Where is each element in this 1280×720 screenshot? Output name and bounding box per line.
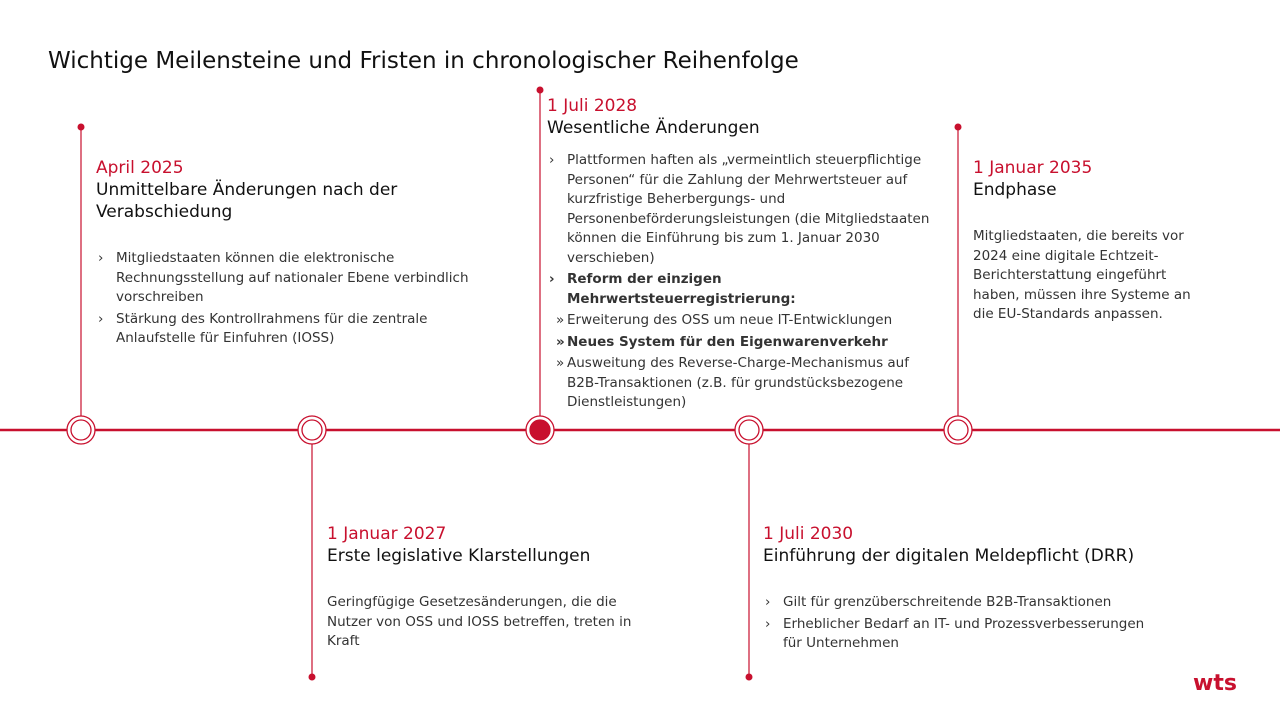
milestone-juli-2028: [547, 95, 957, 415]
milestone-heading: Wesentliche Änderungen: [547, 118, 760, 138]
timeline-node-5: [944, 416, 972, 444]
milestone-date: 1 Januar 2027: [327, 524, 447, 544]
milestone-description: Geringfügige Gesetzesänderungen, die die Nutzer von OSS und IOSS betreffen, treten in Kraft: [327, 594, 632, 649]
connector-dot-4: [746, 674, 753, 681]
milestone-heading: Unmittelbare Änderungen nach der Verabschiedung: [96, 180, 398, 222]
timeline-node-1: [67, 416, 95, 444]
page-title: Wichtige Meilensteine und Fristen in chronologischer Reihenfolge: [48, 48, 799, 74]
list-item: › Erheblicher Bedarf an IT- und Prozessverbesserungen für Unternehmen: [763, 615, 1158, 654]
timeline-node-4: [735, 416, 763, 444]
milestone-date: April 2025: [96, 158, 184, 178]
milestone-heading: Erste legislative Klarstellungen: [327, 546, 591, 566]
milestone-date: 1 Juli 2030: [763, 524, 854, 544]
milestone-heading: Einführung der digitalen Meldepflicht (DRR): [763, 546, 1135, 566]
list-item: › Gilt für grenzüberschreitende B2B-Transaktionen: [763, 593, 1158, 613]
list-item: › Plattformen haften als „vermeintlich steuerpflichtige Personen“ für die Zahlung der Mehrwertsteuer auf kurzfristige Beherbergungs- und Personenbeförderungsleistungen (die Mitgliedstaaten können die Einführung bis zum 1. Januar 2030 verschieben): [547, 151, 952, 268]
milestone-april-2025: [96, 157, 516, 351]
connector-dot-1: [78, 124, 85, 131]
list-item: › Mitgliedstaaten können die elektronische Rechnungsstellung auf nationaler Ebene verbindlich vorschreiben: [96, 249, 501, 308]
milestone-juli-2030: [763, 523, 1183, 656]
connector-dot-2: [309, 674, 316, 681]
sub-list-item: » Neues System für den Eigenwarenverkehr: [537, 333, 937, 353]
timeline-node-2: [298, 416, 326, 444]
connector-dot-3: [537, 87, 544, 94]
milestone-description: Mitgliedstaaten, die bereits vor 2024 eine digitale Echtzeit-Berichterstattung eingeführt haben, müssen ihre Systeme an die EU-Standards anpassen.: [973, 228, 1191, 322]
sub-list-item: » Erweiterung des OSS um neue IT-Entwicklungen: [537, 311, 937, 331]
milestone-date: 1 Januar 2035: [973, 158, 1093, 178]
milestone-heading: Endphase: [973, 180, 1057, 200]
milestone-januar-2027: [327, 523, 667, 652]
list-item: › Stärkung des Kontrollrahmens für die zentrale Anlaufstelle für Einfuhren (IOSS): [96, 310, 501, 349]
wts-logo: wts: [1193, 671, 1237, 696]
timeline-node-3-active: [526, 416, 554, 444]
list-item: › Reform der einzigen Mehrwertsteuerregistrierung:: [547, 270, 952, 309]
sub-list-item: » Ausweitung des Reverse-Charge-Mechanismus auf B2B-Transaktionen (z.B. für grundstücksbezogene Dienstleistungen): [537, 354, 937, 413]
milestone-januar-2035: [973, 157, 1223, 325]
milestone-date: 1 Juli 2028: [547, 96, 638, 116]
